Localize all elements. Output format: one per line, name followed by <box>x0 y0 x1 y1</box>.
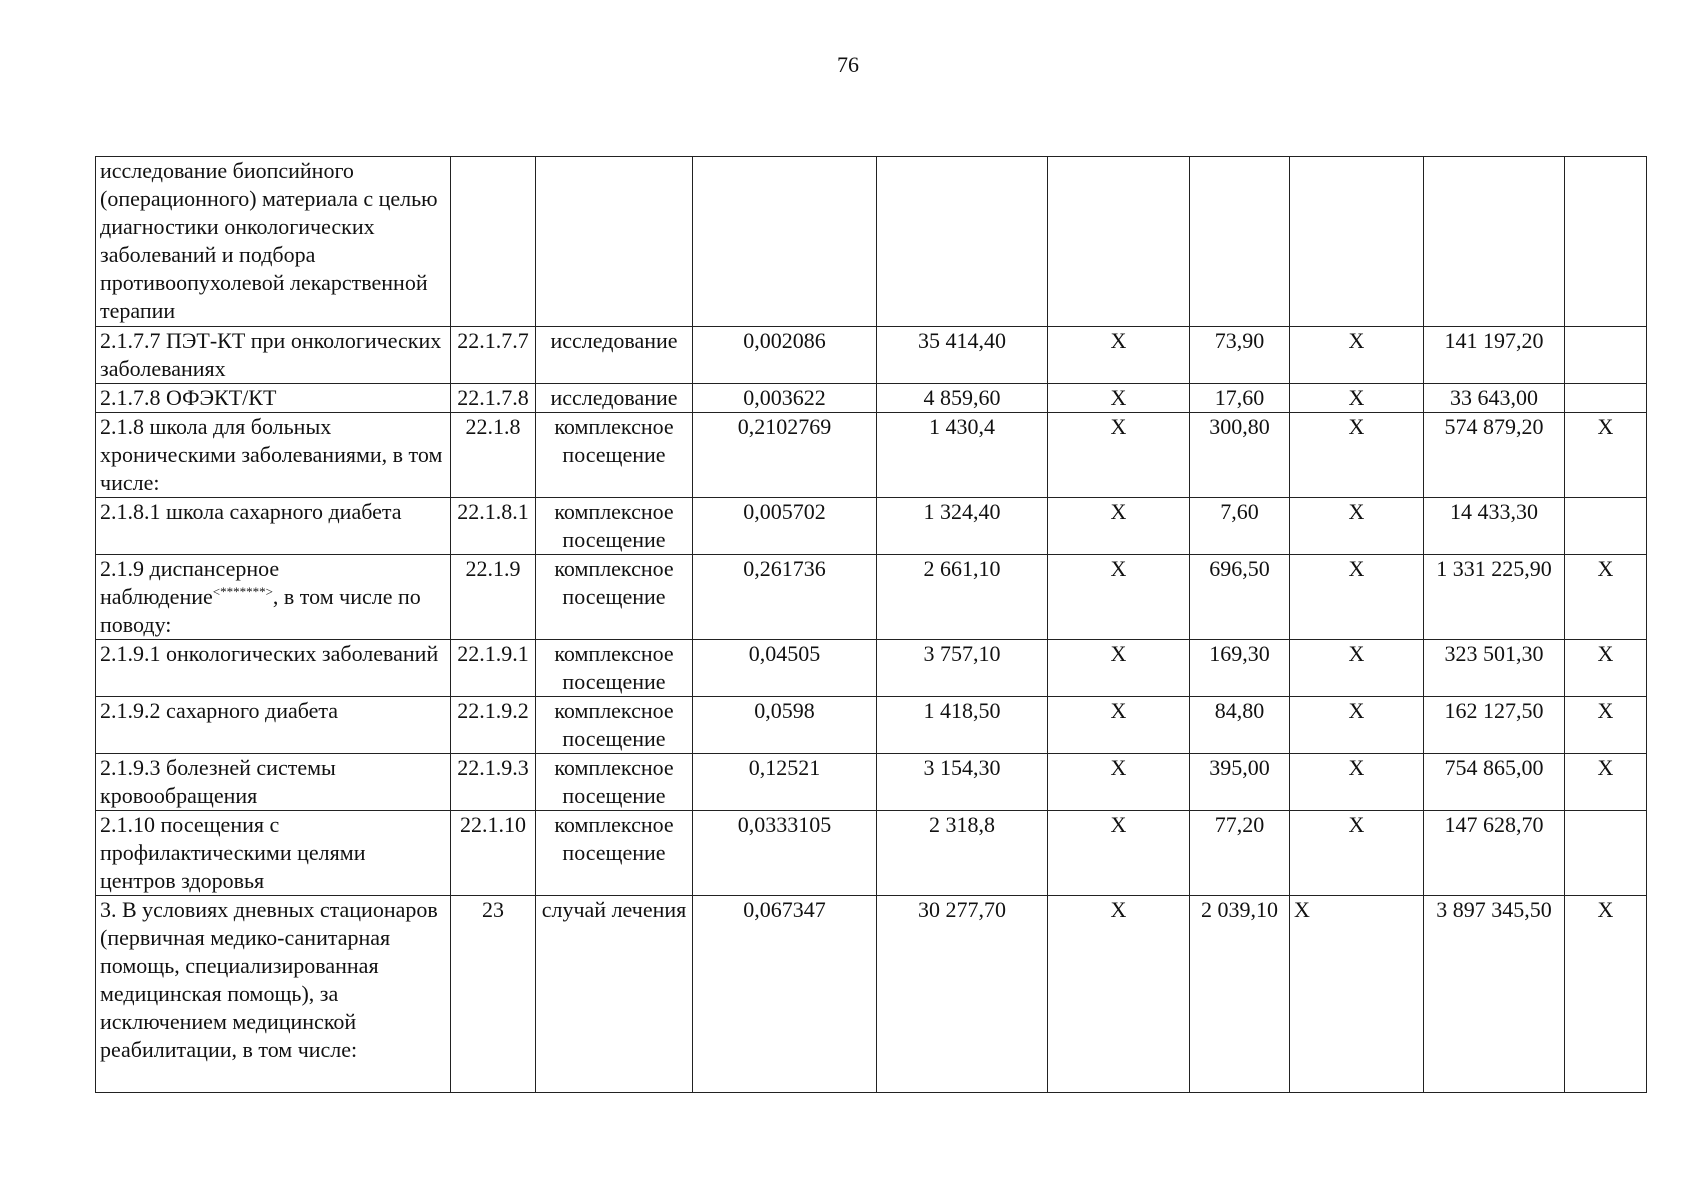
row-name: 3. В условиях дневных стационаров (первичная медико-санитарная помощь, специализированная медицинская помощь), за исключением медицинской реабилитации, в том числе: <box>96 896 451 1093</box>
row-cost: 1 430,4 <box>877 413 1048 498</box>
row-code: 22.1.10 <box>451 811 536 896</box>
table-row <box>96 555 1647 640</box>
row-v2 <box>1424 157 1565 327</box>
row-x3: X <box>1565 413 1647 498</box>
row-v2: 141 197,20 <box>1424 327 1565 384</box>
row-unit: исследование <box>536 384 693 413</box>
row-code <box>451 157 536 327</box>
row-v1 <box>1190 157 1290 327</box>
row-v1: 77,20 <box>1190 811 1290 896</box>
row-norm: 0,12521 <box>693 754 877 811</box>
table-row <box>96 413 1647 498</box>
row-unit: случай лечения <box>536 896 693 1093</box>
row-code: 22.1.9.1 <box>451 640 536 697</box>
row-norm: 0,2102769 <box>693 413 877 498</box>
row-x3 <box>1565 384 1647 413</box>
table-row <box>96 754 1647 811</box>
row-v2: 147 628,70 <box>1424 811 1565 896</box>
row-v1: 2 039,10 <box>1190 896 1290 1093</box>
row-norm <box>693 157 877 327</box>
row-code: 22.1.9.3 <box>451 754 536 811</box>
row-x2: X <box>1290 754 1424 811</box>
row-code: 22.1.8 <box>451 413 536 498</box>
row-x2: X <box>1290 697 1424 754</box>
row-v2: 3 897 345,50 <box>1424 896 1565 1093</box>
table-row <box>96 896 1647 1093</box>
row-name-tail: , в том числе по поводу: <box>100 584 421 637</box>
row-v1: 300,80 <box>1190 413 1290 498</box>
row-v2: 33 643,00 <box>1424 384 1565 413</box>
row-x3 <box>1565 327 1647 384</box>
row-x3 <box>1565 157 1647 327</box>
row-name-main: 2.1.9 диспансерное наблюдение <box>100 556 280 609</box>
row-v1: 696,50 <box>1190 555 1290 640</box>
row-x1: X <box>1048 413 1190 498</box>
row-x3: X <box>1565 754 1647 811</box>
row-v2: 574 879,20 <box>1424 413 1565 498</box>
row-x1: X <box>1048 754 1190 811</box>
row-x3: X <box>1565 896 1647 1093</box>
row-unit: исследование <box>536 327 693 384</box>
table-row <box>96 811 1647 896</box>
table-row <box>96 384 1647 413</box>
row-cost: 30 277,70 <box>877 896 1048 1093</box>
row-x1 <box>1048 157 1190 327</box>
row-name: 2.1.9.1 онкологических заболеваний <box>96 640 451 697</box>
row-v1: 84,80 <box>1190 697 1290 754</box>
table-row <box>96 498 1647 555</box>
footnote-marker: <*******> <box>212 584 273 599</box>
data-table <box>95 156 1647 1093</box>
row-x3 <box>1565 498 1647 555</box>
row-v1: 395,00 <box>1190 754 1290 811</box>
row-v1: 169,30 <box>1190 640 1290 697</box>
row-unit: комплексное посещение <box>536 811 693 896</box>
row-v2: 162 127,50 <box>1424 697 1565 754</box>
row-v2: 323 501,30 <box>1424 640 1565 697</box>
row-x1: X <box>1048 498 1190 555</box>
row-v2: 754 865,00 <box>1424 754 1565 811</box>
row-cost <box>877 157 1048 327</box>
row-code: 23 <box>451 896 536 1093</box>
row-name: 2.1.10 посещения с профилактическими целями центров здоровья <box>96 811 451 896</box>
row-cost: 1 418,50 <box>877 697 1048 754</box>
row-x3: X <box>1565 640 1647 697</box>
row-cost: 3 757,10 <box>877 640 1048 697</box>
row-x2: X <box>1290 555 1424 640</box>
row-x2 <box>1290 157 1424 327</box>
row-x1: X <box>1048 640 1190 697</box>
row-x1: X <box>1048 384 1190 413</box>
row-name: 2.1.7.8 ОФЭКТ/КТ <box>96 384 451 413</box>
row-v2: 1 331 225,90 <box>1424 555 1565 640</box>
row-name: 2.1.7.7 ПЭТ-КТ при онкологических заболеваниях <box>96 327 451 384</box>
row-x2: X <box>1290 896 1424 1093</box>
row-name: 2.1.8 школа для больных хроническими заболеваниями, в том числе: <box>96 413 451 498</box>
row-code: 22.1.7.7 <box>451 327 536 384</box>
row-x3 <box>1565 811 1647 896</box>
row-cost: 1 324,40 <box>877 498 1048 555</box>
row-x2: X <box>1290 413 1424 498</box>
row-unit: комплексное посещение <box>536 697 693 754</box>
row-code: 22.1.8.1 <box>451 498 536 555</box>
row-x2: X <box>1290 640 1424 697</box>
row-unit: комплексное посещение <box>536 640 693 697</box>
row-x2: X <box>1290 327 1424 384</box>
row-x2: X <box>1290 384 1424 413</box>
row-code: 22.1.9.2 <box>451 697 536 754</box>
row-name: 2.1.9.2 сахарного диабета <box>96 697 451 754</box>
row-x3: X <box>1565 555 1647 640</box>
row-x1: X <box>1048 697 1190 754</box>
table-row <box>96 640 1647 697</box>
row-norm: 0,261736 <box>693 555 877 640</box>
row-name: 2.1.8.1 школа сахарного диабета <box>96 498 451 555</box>
row-v1: 17,60 <box>1190 384 1290 413</box>
row-x2: X <box>1290 811 1424 896</box>
page-number: 76 <box>837 52 859 77</box>
row-code: 22.1.7.8 <box>451 384 536 413</box>
row-v1: 7,60 <box>1190 498 1290 555</box>
row-norm: 0,005702 <box>693 498 877 555</box>
row-unit: комплексное посещение <box>536 498 693 555</box>
row-norm: 0,0333105 <box>693 811 877 896</box>
row-unit: комплексное посещение <box>536 413 693 498</box>
row-cost: 35 414,40 <box>877 327 1048 384</box>
row-v1: 73,90 <box>1190 327 1290 384</box>
table-row <box>96 157 1647 327</box>
row-unit: комплексное посещение <box>536 555 693 640</box>
row-name <box>96 555 451 640</box>
row-x3: X <box>1565 697 1647 754</box>
row-cost: 2 318,8 <box>877 811 1048 896</box>
row-unit: комплексное посещение <box>536 754 693 811</box>
row-norm: 0,067347 <box>693 896 877 1093</box>
row-unit <box>536 157 693 327</box>
row-norm: 0,003622 <box>693 384 877 413</box>
row-x1: X <box>1048 811 1190 896</box>
row-x2: X <box>1290 498 1424 555</box>
row-cost: 4 859,60 <box>877 384 1048 413</box>
row-norm: 0,002086 <box>693 327 877 384</box>
row-code: 22.1.9 <box>451 555 536 640</box>
row-x1: X <box>1048 896 1190 1093</box>
row-norm: 0,0598 <box>693 697 877 754</box>
row-cost: 2 661,10 <box>877 555 1048 640</box>
row-cost: 3 154,30 <box>877 754 1048 811</box>
row-norm: 0,04505 <box>693 640 877 697</box>
table-row <box>96 327 1647 384</box>
row-name: 2.1.9.3 болезней системы кровообращения <box>96 754 451 811</box>
row-v2: 14 433,30 <box>1424 498 1565 555</box>
table-row <box>96 697 1647 754</box>
row-name: исследование биопсийного (операционного) материала с целью диагностики онкологических заболеваний и подбора противоопухолевой лекарственной терапии <box>96 157 451 327</box>
row-x1: X <box>1048 555 1190 640</box>
row-x1: X <box>1048 327 1190 384</box>
